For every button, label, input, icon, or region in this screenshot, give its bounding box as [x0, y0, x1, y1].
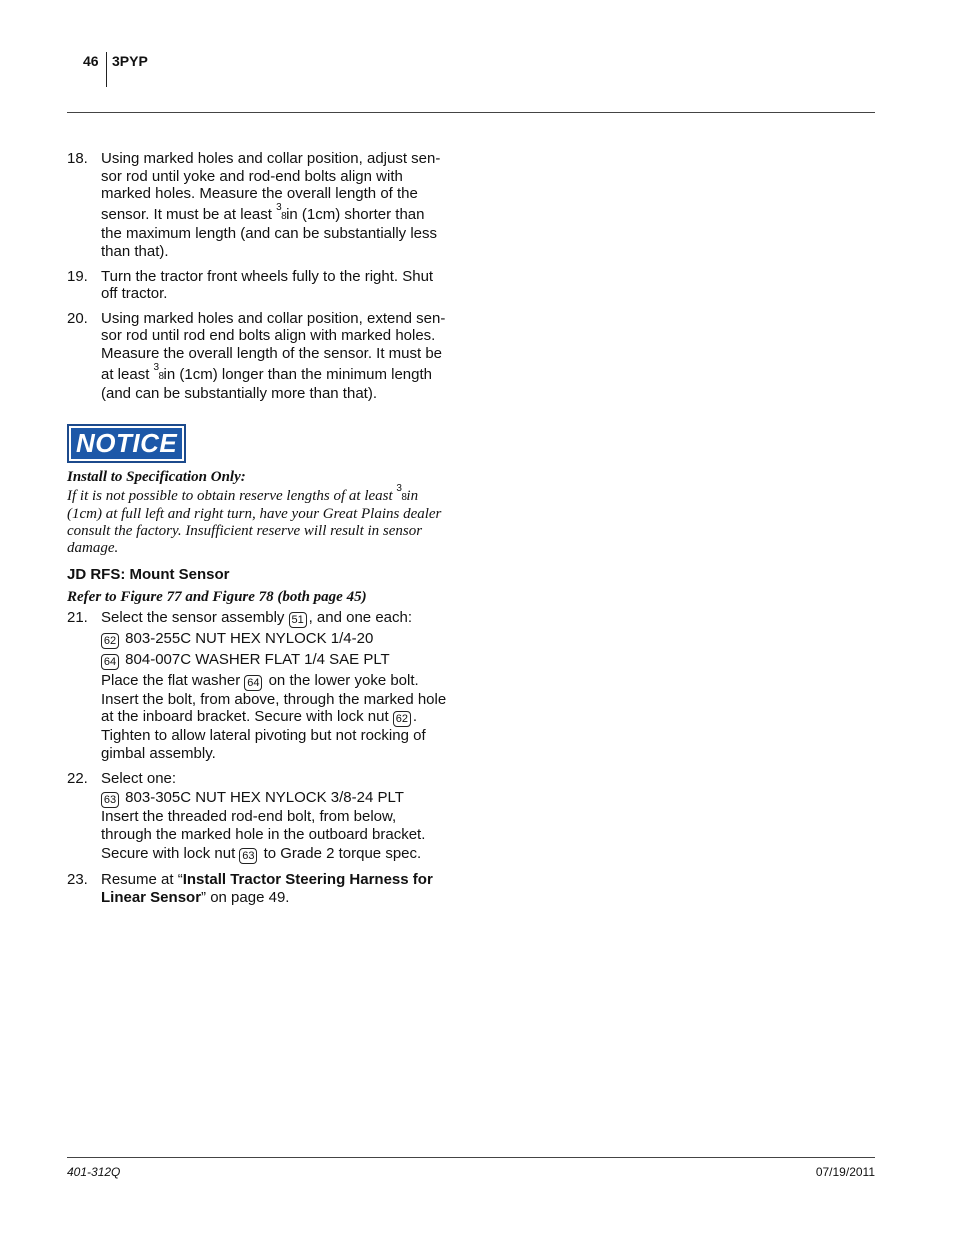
callout-ref: 64 [244, 675, 262, 691]
step-number: 23. [67, 871, 88, 889]
step-number: 18. [67, 150, 88, 167]
step-line: than that). [101, 242, 169, 260]
step-line: Measure the overall length of the sensor. It must be [101, 344, 443, 362]
step-line: Using marked holes and collar position, adjust sen- [101, 150, 441, 167]
step-line: (and can be substantially more than that). [101, 385, 377, 403]
part-line: 63 803-305C NUT HEX NYLOCK 3/8-24 PLT [101, 789, 462, 808]
header-divider [106, 52, 107, 87]
cross-reference: Linear Sensor [101, 888, 202, 906]
bottom-rule [67, 1157, 875, 1158]
notice-line: (1cm) at full left and right turn, have your Great Plains dealer [67, 505, 442, 522]
step-18 [67, 150, 462, 261]
footer-date: 07/19/2011 [815, 1165, 875, 1179]
step-line: sor rod until yoke and rod-end bolts align with [101, 167, 403, 185]
main-column [67, 150, 462, 914]
step-text: in (1cm) shorter than [286, 205, 425, 223]
step-line [101, 201, 462, 224]
fraction: 3 8 [276, 201, 287, 222]
step-line: at the inboard bracket. Secure with lock nut 62 . [101, 708, 417, 726]
callout-ref: 62 [101, 633, 119, 649]
step-number: 21. [67, 608, 88, 626]
step-text: at least [101, 365, 154, 383]
notice-label: NOTICE [71, 428, 182, 459]
step-line [101, 361, 462, 384]
notice-title: Install to Specification Only: [67, 468, 246, 485]
step-line: gimbal assembly. [101, 744, 216, 762]
step-line: Linear Sensor” on page 49. [101, 888, 290, 906]
notice-badge [67, 424, 186, 463]
step-number: 20. [67, 309, 88, 327]
notice-body [67, 469, 462, 558]
step-line: Secure with lock nut 63 to Grade 2 torque spec. [101, 845, 422, 863]
page-number: 46 [83, 53, 99, 69]
step-line: Using marked holes and collar position, extend sen- [101, 309, 446, 327]
step-text: sensor. It must be at least [101, 205, 277, 223]
step-text: in (1cm) longer than the minimum length [163, 365, 432, 383]
step-line: Select one: [101, 769, 177, 787]
step-line: off tractor. [101, 285, 168, 303]
step-line: Tighten to allow lateral pivoting but not rocking of [101, 727, 426, 745]
step-line: Turn the tractor front wheels fully to the right. Shut [101, 267, 434, 285]
step-line: Resume at “Install Tractor Steering Harness for [101, 871, 433, 889]
step-line: marked holes. Measure the overall length of the [101, 185, 418, 203]
fraction: 3 8 [153, 361, 165, 382]
notice-line: consult the factory. Insufficient reserve will result in sensor [67, 522, 423, 539]
notice-line: damage. [67, 540, 119, 557]
step-line: through the marked hole in the outboard bracket. [101, 825, 426, 843]
figure-reference: Refer to Figure 77 and Figure 78 (both page 45) [67, 589, 367, 606]
callout-ref: 62 [393, 711, 411, 727]
top-rule [67, 112, 875, 113]
step-line: Insert the threaded rod-end bolt, from below, [101, 808, 397, 826]
cross-reference: Install Tractor Steering Harness for [182, 871, 433, 889]
step-number: 19. [67, 267, 88, 285]
step-line: Place the flat washer 64 on the lower yoke bolt. [101, 671, 419, 689]
step-line: sor rod until rod end bolts align with marked holes. [101, 327, 436, 345]
footer-doc-number: 401-312Q [67, 1165, 121, 1179]
notice-line: If it is not possible to obtain reserve lengths of at least 3 8 in [67, 483, 419, 505]
step-line: the maximum length (and can be substantially less [101, 225, 438, 243]
callout-ref: 51 [289, 612, 307, 628]
callout-ref: 63 [101, 792, 119, 808]
section-heading: JD RFS: Mount Sensor [67, 565, 230, 583]
step-line: Insert the bolt, from above, through the marked hole [101, 690, 447, 708]
step-line: Select the sensor assembly 51 , and one each: [101, 608, 413, 626]
fraction: 3 8 [396, 483, 407, 504]
part-line: 64 804-007C WASHER FLAT 1/4 SAE PLT [101, 651, 462, 670]
step-20 [67, 310, 462, 403]
step-19 [67, 268, 462, 303]
step-number: 22. [67, 769, 88, 787]
part-line: 62 803-255C NUT HEX NYLOCK 1/4-20 [101, 630, 462, 649]
header-title: 3PYP [112, 53, 148, 69]
callout-ref: 63 [239, 848, 257, 864]
callout-ref: 64 [101, 654, 119, 670]
step-21 [67, 609, 462, 763]
step-22 [67, 770, 462, 865]
step-23 [67, 871, 462, 906]
